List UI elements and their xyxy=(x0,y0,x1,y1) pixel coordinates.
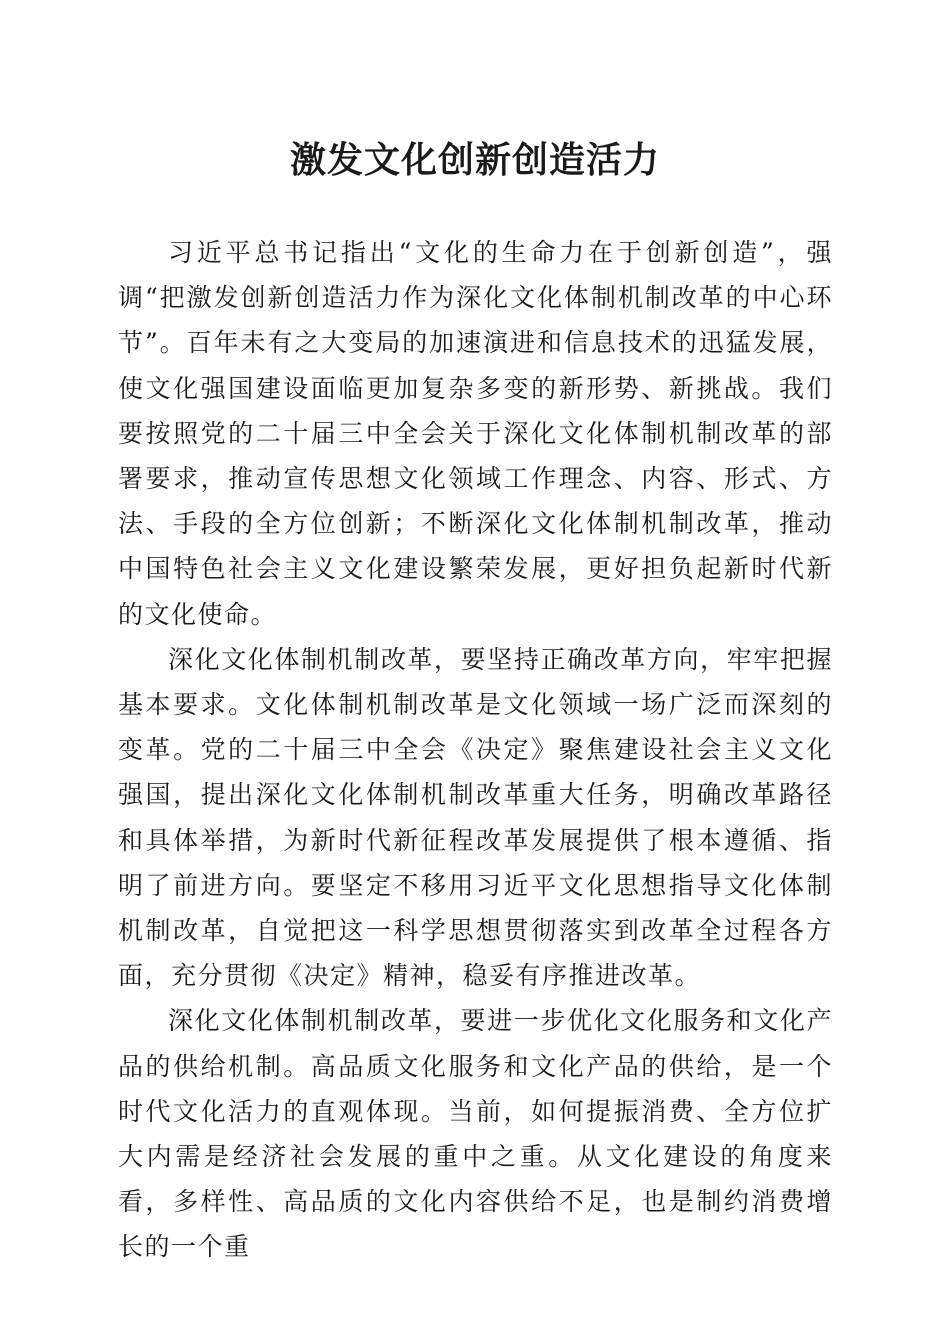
document-body xyxy=(118,230,833,1270)
paragraph-1: 习近平总书记指出“文化的生命力在于创新创造”，强调“把激发创新创造活力作为深化文化体制机制改革的中心环节”。百年未有之大变局的加速演进和信息技术的迅猛发展，使文化强国建设面临更加复杂多变的新形势、新挑战。我们要按照党的二十届三中全会关于深化文化体制机制改革的部署要求，推动宣传思想文化领域工作理念、内容、形式、方法、手段的全方位创新；不断深化文化体制机制改革，推动中国特色社会主义文化建设繁荣发展，更好担负起新时代新的文化使命。 xyxy=(118,238,833,629)
document-title: 激发文化创新创造活力 xyxy=(289,139,660,181)
paragraph-2: 深化文化体制机制改革，要坚持正确改革方向，牢牢把握基本要求。文化体制机制改革是文化领域一场广泛而深刻的变革。党的二十届三中全会《决定》聚焦建设社会主义文化强国，提出深化文化体制机制改革重大任务，明确改革路径和具体举措，为新时代新征程改革发展提供了根本遵循、指明了前进方向。要坚定不移用习近平文化思想指导文化体制机制改革，自觉把这一科学思想贯彻落实到改革全过程各方面，充分贯彻《决定》精神，稳妥有序推进改革。 xyxy=(118,644,833,991)
paragraph-3: 深化文化体制机制改革，要进一步优化文化服务和文化产品的供给机制。高品质文化服务和文化产品的供给，是一个时代文化活力的直观体现。当前，如何提振消费、全方位扩大内需是经济社会发展的重中之重。从文化建设的角度来看，多样性、高品质的文化内容供给不足，也是制约消费增长的一个重 xyxy=(118,1006,833,1262)
